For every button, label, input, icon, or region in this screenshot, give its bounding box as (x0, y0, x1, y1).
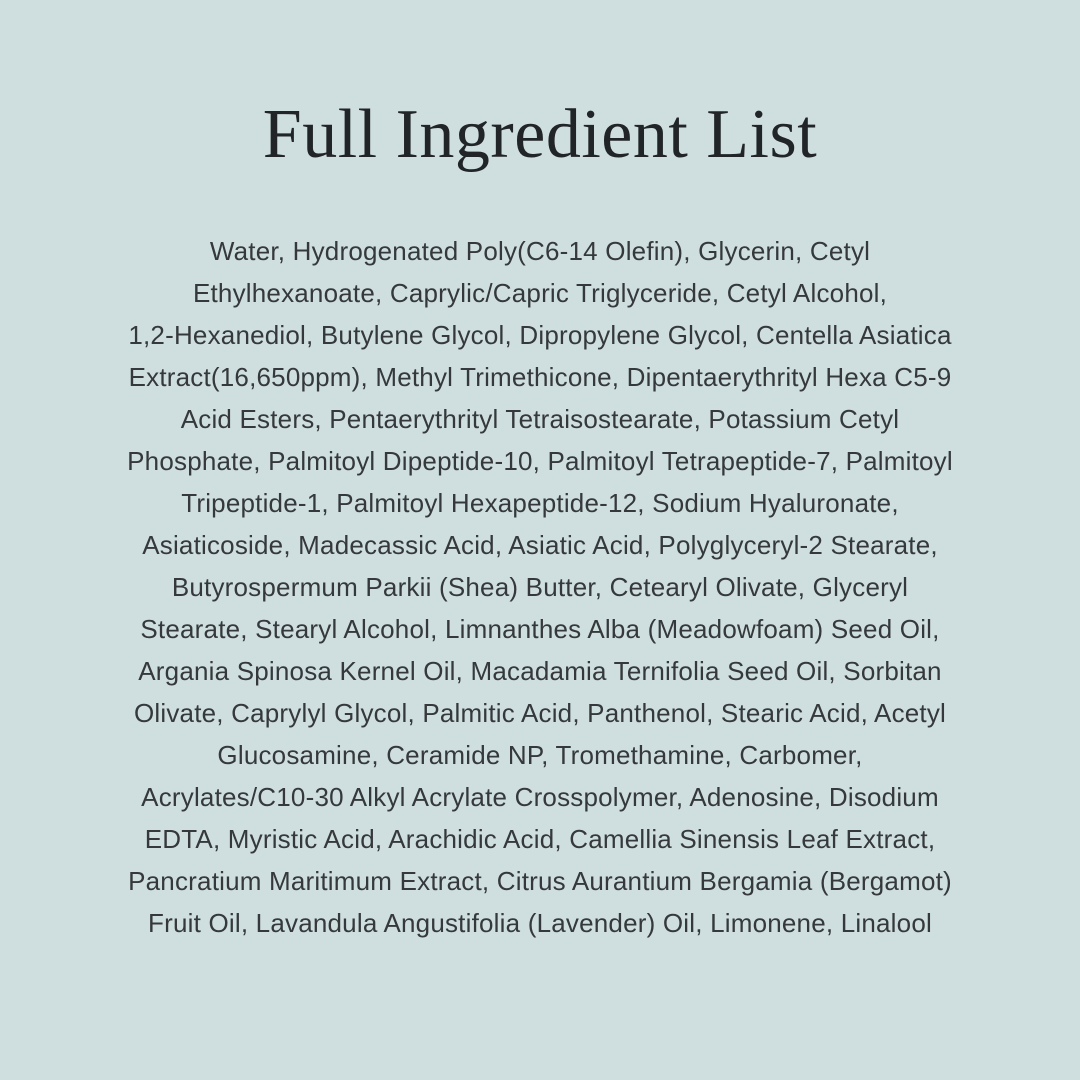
ingredient-line: Olivate, Caprylyl Glycol, Palmitic Acid, Panthenol, Stearic Acid, Acetyl (133, 697, 947, 728)
ingredient-line: Acid Esters, Pentaerythrityl Tetraisostearate, Potassium Cetyl (180, 403, 900, 434)
ingredient-line: Butyrospermum Parkii (Shea) Butter, Cetearyl Olivate, Glyceryl (171, 571, 909, 602)
ingredient-line: Extract(16,650ppm), Methyl Trimethicone, Dipentaerythrityl Hexa C5-9 (128, 361, 952, 392)
ingredient-line: Pancratium Maritimum Extract, Citrus Aurantium Bergamia (Bergamot) (128, 865, 952, 896)
ingredient-line: Stearate, Stearyl Alcohol, Limnanthes Alba (Meadowfoam) Seed Oil, (140, 613, 940, 644)
ingredient-line: Fruit Oil, Lavandula Angustifolia (Lavender) Oil, Limonene, Linalool (148, 907, 932, 938)
ingredient-line: Water, Hydrogenated Poly(C6-14 Olefin), Glycerin, Cetyl (209, 235, 871, 266)
page-title: Full Ingredient List (262, 96, 818, 173)
ingredient-line: Asiaticoside, Madecassic Acid, Asiatic Acid, Polyglyceryl-2 Stearate, (142, 529, 938, 560)
ingredient-line: Argania Spinosa Kernel Oil, Macadamia Ternifolia Seed Oil, Sorbitan (138, 655, 942, 686)
ingredient-line: Phosphate, Palmitoyl Dipeptide-10, Palmitoyl Tetrapeptide-7, Palmitoyl (127, 445, 953, 476)
ingredient-line: EDTA, Myristic Acid, Arachidic Acid, Camellia Sinensis Leaf Extract, (144, 823, 936, 854)
ingredient-line: 1,2-Hexanediol, Butylene Glycol, Dipropylene Glycol, Centella Asiatica (128, 319, 952, 350)
ingredient-line: Acrylates/C10-30 Alkyl Acrylate Crosspolymer, Adenosine, Disodium (141, 781, 939, 812)
ingredient-list (0, 230, 1080, 944)
ingredient-line: Ethylhexanoate, Caprylic/Capric Triglyceride, Cetyl Alcohol, (192, 277, 888, 308)
ingredient-line: Glucosamine, Ceramide NP, Tromethamine, Carbomer, (217, 739, 863, 770)
ingredient-line: Tripeptide-1, Palmitoyl Hexapeptide-12, Sodium Hyaluronate, (181, 487, 899, 518)
